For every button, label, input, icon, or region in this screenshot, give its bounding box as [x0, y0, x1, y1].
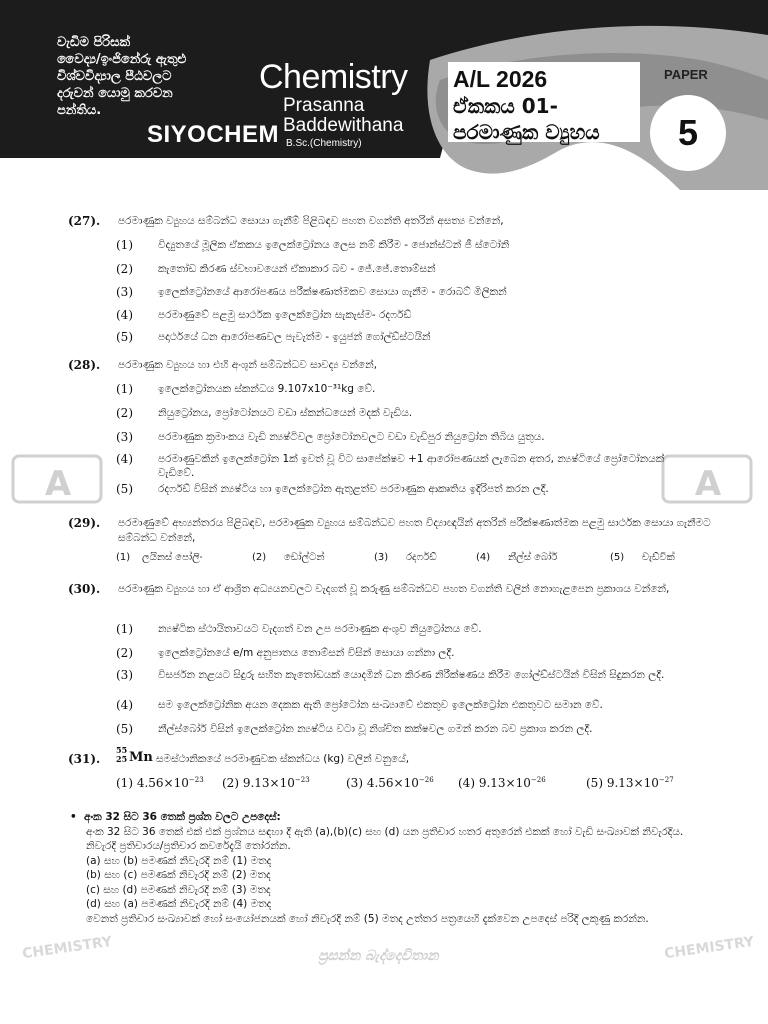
- option-31-5: (5) $9.13\times 10^{-27}$: [586, 776, 674, 790]
- brand-title: Chemistry: [259, 58, 408, 96]
- question-number: (27).: [68, 214, 101, 228]
- option-31-4: (4) $9.13\times 10^{-26}$: [458, 776, 546, 790]
- instructions-block: [70, 810, 710, 926]
- teacher-name: Prasanna Baddewithana: [283, 95, 404, 136]
- exam-year: A/L 2026: [453, 66, 548, 92]
- a-badge-watermark-left: [10, 450, 105, 510]
- question-text: පරමාණුක ව්‍යුහය හා ඒ ආශ්‍රිත අධ්‍යයනවලට වැදගත් වූ කරුණු සම්බන්ධව පහත වගන්ති වලින් නොගැළපෙන ප්‍රකාශය වන්නේ,: [118, 583, 670, 595]
- option-31-3: (3) $4.56\times 10^{-26}$: [346, 776, 434, 790]
- question-text: පරමාණුක ව්‍යුහය හා එහි අංශුන් සම්බන්ධව සාවද්‍ය වන්නේ,: [118, 359, 377, 371]
- question-number: (29).: [68, 516, 101, 530]
- unit-title: ඒකකය 01- පරමාණුක ව්‍යුහය: [453, 94, 600, 144]
- signature-watermark: ප්‍රසන්න බැද්දෙවිතාන: [318, 948, 439, 964]
- question-number: (31).: [68, 752, 101, 766]
- question-number: (30).: [68, 582, 101, 596]
- question-text: සමස්ථානිකයේ පරමාණුවක ස්කන්ධය (kg) වලින් වනුයේ,: [156, 753, 410, 765]
- chemistry-watermark-left: CHEMISTRY: [21, 933, 114, 963]
- svg-text:A: A: [694, 464, 722, 504]
- chemistry-watermark-right: CHEMISTRY: [663, 933, 756, 963]
- instructions-heading: • අංක 32 සිට 36 තෙක් ප්‍රශ්න වලට උපදෙස්:: [70, 811, 281, 823]
- page-header: [0, 0, 768, 190]
- isotope-numbers: 55 25: [116, 745, 128, 764]
- question-text: පරමාණුවේ අභ්‍යන්තරය පිළිබඳව, පරමාණුක ව්‍යුහය සම්බන්ධව පහත විද්‍යාඥයින් අතරින් පරීක්ෂණාත්මක පළමු සාර්ථක සොයා ගැනීමට සම්බන්ධ වන්නේ,: [118, 517, 711, 544]
- instructions-body: අංක 32 සිට 36 තෙක් එක් එක් ප්‍රශ්නය සඳහා දී ඇති (a),(b)(c) සහ (d) යන ප්‍රතිචාර හතර අතුරෙන් එකක් හෝ වැඩි සංඛ්‍යාවක් නිවැරදිය. නිවැරදි ප්‍රතිචාරය/ප්‍රතිචාර කවරේදැයි තෝරන්න. (a) සහ (b) පමණක් නිවැරදි නම් (1) මතද (b) සහ (c) පමණක් නිවැරදි නම් (2) මතද (c) සහ (d) පමණක් නිවැරදි නම් (3) මතද (d) සහ (a) පමණක් නිවැරදි නම් (4) මතද වෙනත් ප්‍රතිචාර සංඛ්‍යාවක් හෝ සංයෝජනයක් හෝ නිවැරදි නම් (5) මතද උත්තර පත්‍රයෙහි දැක්වෙන උපදෙස් පරිදි ලකුණු කරන්න.: [86, 825, 684, 925]
- isotope-symbol: Mn: [129, 750, 153, 765]
- bullet-icon: •: [70, 811, 77, 823]
- paper-number-badge: 5: [650, 95, 726, 171]
- teacher-degree: B.Sc.(Chemistry): [286, 138, 362, 149]
- question-text: පරමාණුක ව්‍යුහය සම්බන්ධ සොයා ගැනීම් පිළිබඳව පහත වගන්ති අතරින් අසත්‍ය වන්නේ,: [118, 215, 504, 227]
- siyochem-logo: SIYOCHEM: [147, 121, 280, 148]
- option-31-1: (1) $4.56\times 10^{-23}$: [116, 776, 204, 790]
- svg-text:A: A: [44, 464, 72, 504]
- question-number: (28).: [68, 358, 101, 372]
- class-tagline: වැඩිම පිරිසක් වෛද්‍ය/ඉංජිනේරු ඇතුළු විශ්වවිද්‍යාල පීඨවලට දරුවන් යොමු කරවන පන්තිය.: [57, 35, 187, 118]
- paper-label: PAPER: [664, 67, 708, 82]
- option-31-2: (2) $9.13\times 10^{-23}$: [222, 776, 310, 790]
